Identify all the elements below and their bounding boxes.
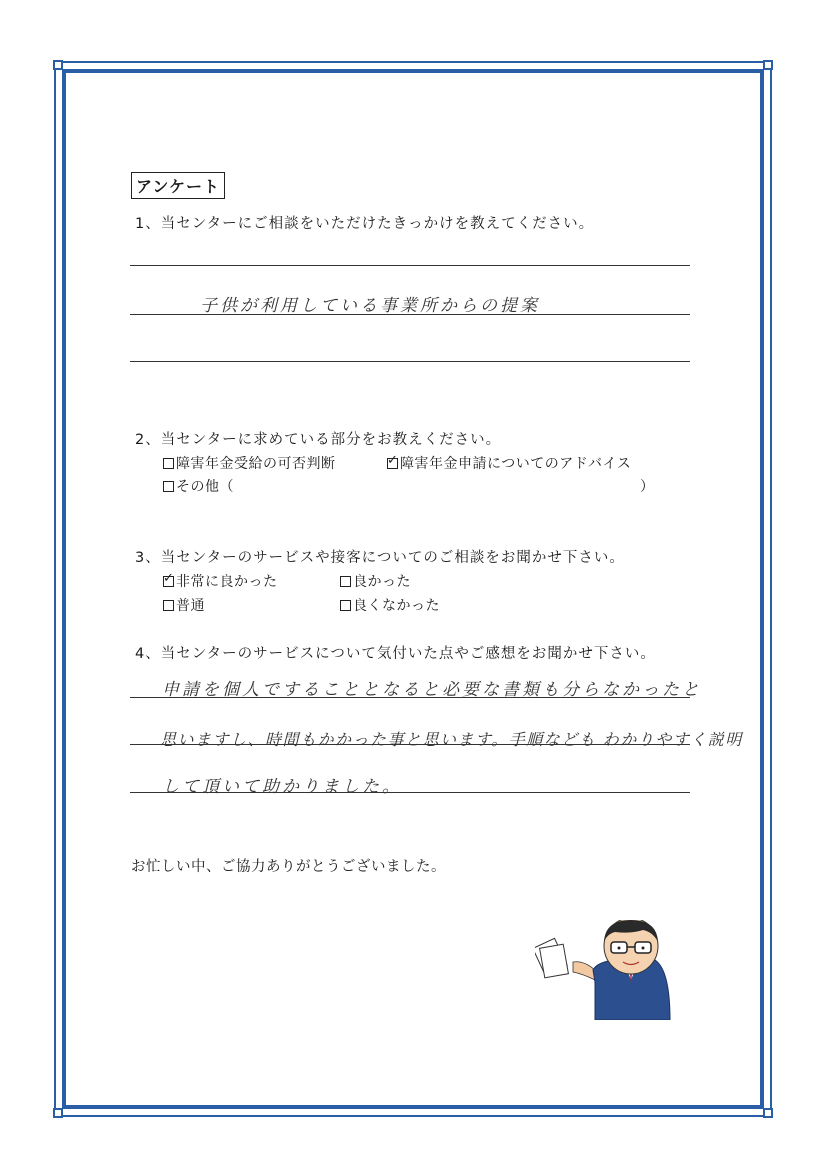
close-paren: ） (640, 479, 655, 495)
answer-4-line-1: 申請を個人ですることとなると必要な書類も分らなかったと (162, 680, 702, 700)
option-q3-3[interactable] (163, 595, 205, 615)
frame-corner-br (763, 1108, 773, 1118)
checkbox[interactable] (340, 600, 351, 611)
option-label: 非常に良かった (176, 574, 278, 590)
checkbox[interactable] (163, 481, 174, 492)
option-q2-3[interactable] (163, 476, 234, 496)
option-q3-1[interactable] (163, 571, 278, 591)
option-label: 良かった (353, 574, 411, 590)
option-label: 普通 (176, 598, 205, 614)
question-4: 4、当センターのサービスについて気付いた点やご感想をお聞かせ下さい。 (135, 646, 656, 662)
checkbox-checked[interactable] (163, 576, 174, 587)
answer-4-line-3: して頂いて助かりました。 (162, 777, 402, 797)
frame-corner-tl (53, 60, 63, 70)
answer-4-line-2: 思いますし、時間もかかった事と思います。手順なども わかりやすく説明 (160, 730, 743, 749)
checkbox-checked[interactable] (387, 458, 398, 469)
survey-title: アンケート (131, 172, 225, 199)
option-q2-1[interactable] (163, 453, 336, 473)
answer-line (130, 744, 690, 745)
papers-icon (535, 938, 568, 978)
question-1: 1、当センターにご相談をいただけたきっかけを教えてください。 (135, 216, 595, 232)
option-q2-2[interactable] (387, 453, 631, 473)
frame-corner-tr (763, 60, 773, 70)
answer-line (130, 792, 690, 793)
option-label: その他（ (176, 479, 234, 495)
closing-message: お忙しい中、ご協力ありがとうございました。 (131, 859, 446, 875)
answer-line (130, 314, 690, 315)
option-label: 障害年金受給の可否判断 (176, 456, 336, 472)
question-2: 2、当センターに求めている部分をお教えください。 (135, 432, 502, 448)
option-q3-4[interactable] (340, 595, 440, 615)
checkbox[interactable] (163, 600, 174, 611)
answer-1-handwriting: 子供が利用している事業所からの提案 (200, 296, 540, 316)
option-label: 良くなかった (353, 598, 440, 614)
checkbox[interactable] (163, 458, 174, 469)
question-3: 3、当センターのサービスや接客についてのご相談をお聞かせ下さい。 (135, 550, 625, 566)
frame-corner-bl (53, 1108, 63, 1118)
answer-line (130, 265, 690, 266)
answer-line (130, 361, 690, 362)
checkbox[interactable] (340, 576, 351, 587)
option-q3-2[interactable] (340, 571, 411, 591)
consultant-illustration (535, 920, 675, 1020)
answer-line (130, 697, 690, 698)
option-label: 障害年金申請についてのアドバイス (400, 456, 632, 472)
